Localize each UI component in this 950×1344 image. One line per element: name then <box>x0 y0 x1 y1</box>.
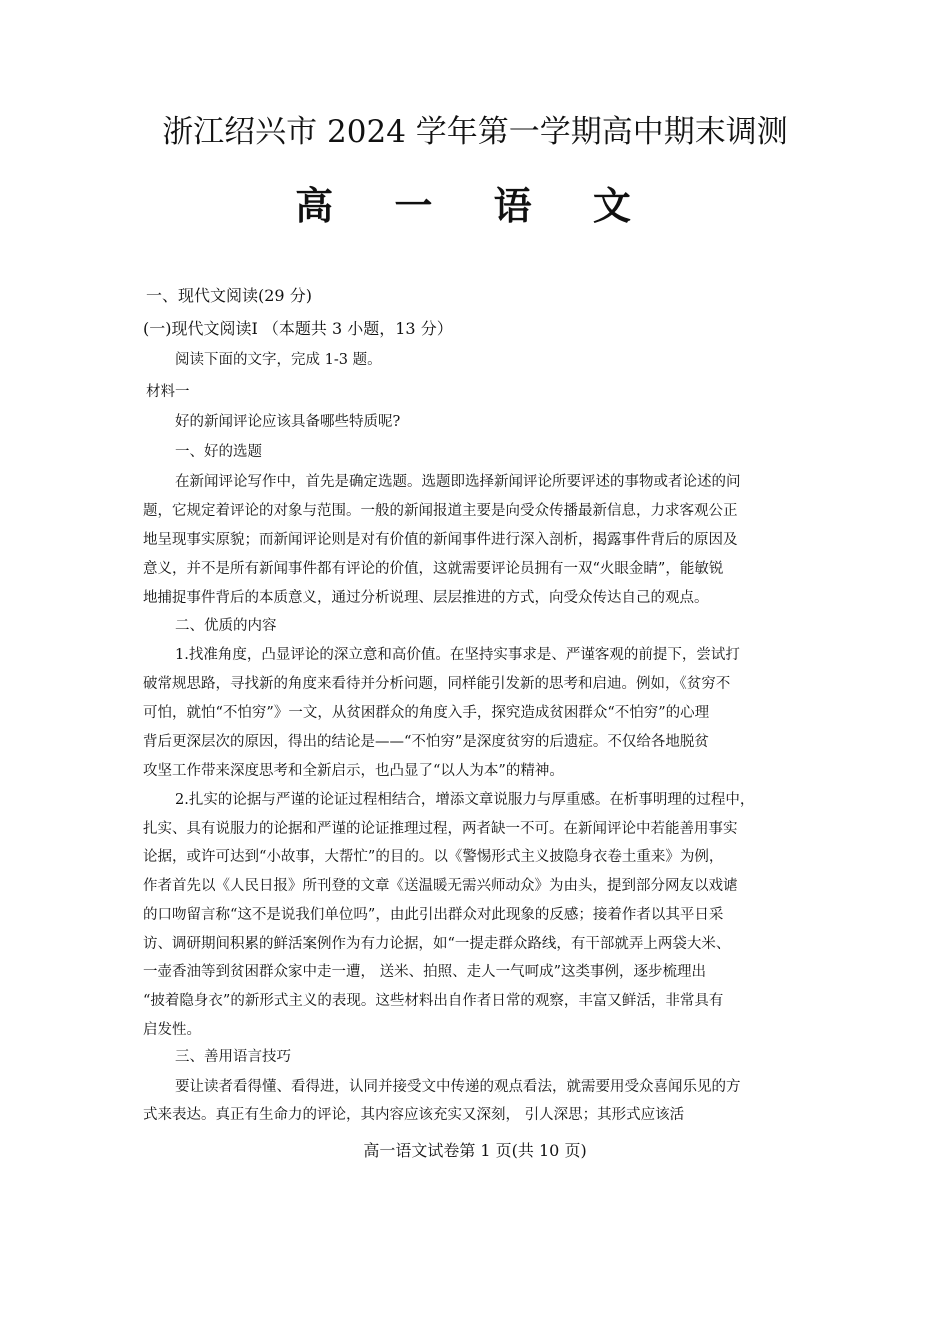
paragraph-line: 一壶香油等到贫困群众家中走一遭， 送米、拍照、走人一气呵成”这类事例，逐步梳理出 <box>143 964 707 980</box>
paragraph-line: 2.扎实的论据与严谨的论证过程相结合，增添文章说服力与厚重感。在析事明理的过程中， <box>175 792 755 808</box>
paragraph-line: 题，它规定着评论的对象与范围。一般的新闻报道主要是向受众传播最新信息，力求客观公正 <box>143 503 738 519</box>
paragraph-line: 访、调研期间积累的鲜活案例作为有力论据，如“一提走群众路线，有干部就弄上两袋大米、 <box>143 936 731 952</box>
paragraph-line: 在新闻评论写作中，首先是确定选题。选题即选择新闻评论所要评述的事物或者论述的问 <box>175 474 741 490</box>
paragraph-line: 1.找准角度，凸显评论的深立意和高价值。在坚持实事求是、严谨客观的前提下，尝试打 <box>175 647 740 663</box>
paragraph-line: 式来表达。真正有生命力的评论，其内容应该充实又深刻， 引人深思；其形式应该活 <box>143 1107 685 1123</box>
paragraph-line: 启发性。 <box>143 1022 201 1038</box>
paragraph-heading: 三、善用语言技巧 <box>175 1049 291 1065</box>
paragraph-line: “披着隐身衣”的新形式主义的表现。这些材料出自作者日常的观察，丰富又鲜活，非常具有 <box>143 993 724 1009</box>
paragraph-line: 作者首先以《人民日报》所刊登的文章《送温暖无需兴师动众》为由头，提到部分网友以戏谑 <box>143 878 738 894</box>
paragraph-line: 要让读者看得懂、看得进，认同并接受文中传递的观点看法，就需要用受众喜闻乐见的方 <box>175 1079 741 1095</box>
paragraph-line: 论据，或许可达到“小故事，大帮忙”的目的。以《警惕形式主义披隐身衣卷土重来》为例， <box>143 849 724 865</box>
paragraph-line: 好的新闻评论应该具备哪些特质呢? <box>175 414 401 430</box>
paragraph-line: 地捕捉事件背后的本质意义，通过分析说理、层层推进的方式，向受众传达自己的观点。 <box>143 590 709 606</box>
paragraph-line: 背后更深层次的原因，得出的结论是——“不怕穷”是深度贫穷的后遗症。不仅给各地脱贫 <box>143 734 709 750</box>
paragraph-line: 地呈现事实原貌；而新闻评论则是对有价值的新闻事件进行深入剖析，揭露事件背后的原因及 <box>143 532 738 548</box>
page-footer: 高一语文试卷第 1 页(共 10 页) <box>363 1141 587 1160</box>
material-label: 材料一 <box>146 384 190 400</box>
page-title: 浙江绍兴市 2024 学年第一学期高中期末调测 <box>162 114 788 150</box>
paragraph-line: 的口吻留言称“这不是说我们单位吗”，由此引出群众对此现象的反感；接着作者以其平日采 <box>143 907 724 923</box>
subject-title: 高 一 语 文 <box>295 183 655 228</box>
paragraph-line: 扎实、具有说服力的论据和严谨的论证推理过程，两者缺一不可。在新闻评论中若能善用事实 <box>143 821 738 837</box>
paragraph-heading: 一、好的选题 <box>175 444 262 460</box>
paragraph-line: 破常规思路，寻找新的角度来看待并分析问题，同样能引发新的思考和启迪。例如，《贫穷不 <box>143 676 731 692</box>
paragraph-heading: 二、优质的内容 <box>175 618 277 634</box>
subsection-heading: (一)现代文阅读Ⅰ （本题共 3 小题，13 分） <box>143 319 453 338</box>
instruction-text: 阅读下面的文字，完成 1-3 题。 <box>175 352 382 368</box>
section-heading: 一、现代文阅读(29 分) <box>146 286 312 305</box>
paragraph-line: 意义，并不是所有新闻事件都有评论的价值，这就需要评论员拥有一双“火眼金睛”，能敏锐 <box>143 561 724 577</box>
paragraph-line: 可怕，就怕“不怕穷”》一文，从贫困群众的角度入手，探究造成贫困群众“不怕穷”的心理 <box>143 705 710 721</box>
paragraph-line: 攻坚工作带来深度思考和全新启示，也凸显了“以人为本”的精神。 <box>143 763 564 779</box>
